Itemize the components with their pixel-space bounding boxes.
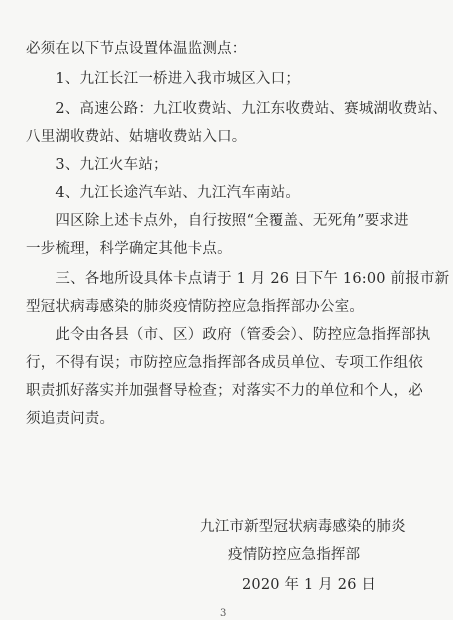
body-line-13: 职责抓好落实并加强督导检查；对落实不力的单位和个人，必 (26, 383, 423, 399)
body-line-10: 型冠状病毒感染的肺炎疫情防控应急指挥部办公室。 (26, 299, 365, 315)
body-line-12: 行，不得有误；市防控应急指挥部各成员单位、专项工作组依 (26, 355, 423, 371)
page-number: 3 (220, 608, 227, 619)
body-line-7: 四区除上述卡点外，自行按照“全覆盖、无死角”要求进 (26, 213, 409, 229)
body-line-8: 一步梳理，科学确定其他卡点。 (26, 241, 232, 257)
signature-org-line-2: 疫情防控应急指挥部 (228, 547, 361, 563)
body-line-3: 2、高速公路：九江收费站、九江东收费站、赛城湖收费站、 (26, 101, 448, 117)
body-line-11: 此令由各县（市、区）政府（管委会）、防控应急指挥部执 (26, 327, 431, 343)
body-line-5: 3、九江火车站； (26, 157, 168, 173)
signature-org-line-1: 九江市新型冠状病毒感染的肺炎 (200, 519, 406, 535)
body-line-9: 三、各地所设具体卡点请于 1 月 26 日下午 16:00 前报市新 (26, 271, 450, 287)
body-line-14: 须追责问责。 (26, 411, 115, 427)
body-line-6: 4、九江长途汽车站、九江汽车南站。 (26, 185, 301, 201)
body-line-2: 1、九江长江一桥进入我市城区入口； (26, 71, 301, 87)
body-line-4: 八里湖收费站、姑塘收费站入口。 (26, 129, 247, 145)
signature-date: 2020 年 1 月 26 日 (242, 577, 377, 593)
body-line-1: 必须在以下节点设置体温监测点： (26, 41, 247, 57)
